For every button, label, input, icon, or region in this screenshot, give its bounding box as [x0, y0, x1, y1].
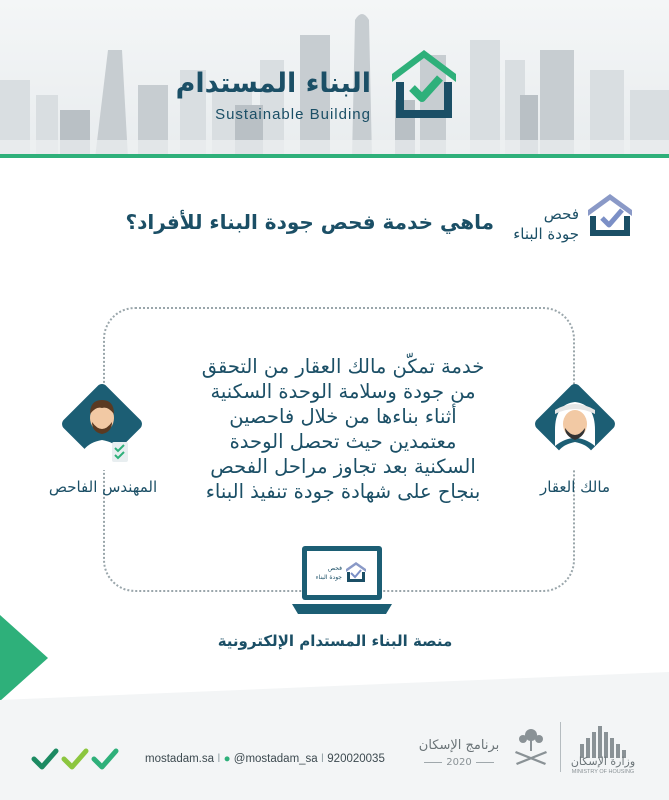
laptop-screen-text-line1: فحص [327, 565, 342, 572]
saudi-emblem-icon [510, 725, 552, 769]
service-description [160, 354, 526, 504]
quality-inspection-logo [584, 190, 636, 240]
website-link[interactable]: mostadam.sa [145, 753, 215, 765]
description-line: بنجاح على شهادة جودة تنفيذ البناء [205, 480, 481, 503]
header-banner [0, 0, 669, 158]
contact-info [145, 753, 385, 765]
description-line: أثناء بناءها من خلال فاحصين [229, 405, 457, 428]
brand-title-arabic: البناء المستدام [175, 68, 371, 99]
service-logo-text-line1: فحص [543, 205, 579, 223]
platform-label: منصة البناء المستدام الإلكترونية [217, 632, 453, 650]
housing-program-label: برنامج الإسكان [418, 738, 500, 753]
inspector-engineer-icon [50, 372, 154, 476]
separator: I [320, 753, 328, 765]
brand-title-english: Sustainable Building [215, 106, 371, 123]
separator: I [217, 753, 224, 765]
laptop-icon [290, 544, 394, 618]
decorative-wave-band [0, 660, 669, 800]
header-accent-line [0, 154, 669, 158]
check-marks-icon [30, 745, 120, 773]
ministry-name-english: MINISTRY OF HOUSING [571, 769, 635, 775]
description-line: السكنية بعد تجاوز مراحل الفحص [210, 455, 476, 478]
social-handle-link[interactable]: @mostadam_sa [233, 753, 318, 765]
service-logo-text-line2: جودة البناء [513, 225, 579, 243]
property-owner-label: مالك العقار [540, 478, 610, 496]
ministry-name-arabic: وزارة الإسكان [570, 755, 636, 768]
sustainable-building-logo [384, 44, 464, 124]
footer-divider [560, 722, 561, 772]
twitter-icon: ● [223, 753, 231, 765]
laptop-screen-text-line2: جودة البناء [315, 574, 342, 581]
housing-program-year: 2020 [414, 757, 504, 768]
service-question-heading: ماهي خدمة فحص جودة البناء للأفراد؟ [125, 210, 494, 234]
property-owner-icon [523, 372, 627, 476]
description-line: من جودة وسلامة الوحدة السكنية [210, 380, 476, 403]
description-line: معتمدين حيث تحصل الوحدة [229, 430, 457, 453]
inspector-engineer-label: المهندس الفاحص [48, 478, 158, 496]
phone-number: 920020035 [327, 753, 385, 765]
description-line: خدمة تمكّن مالك العقار من التحقق [201, 355, 485, 378]
